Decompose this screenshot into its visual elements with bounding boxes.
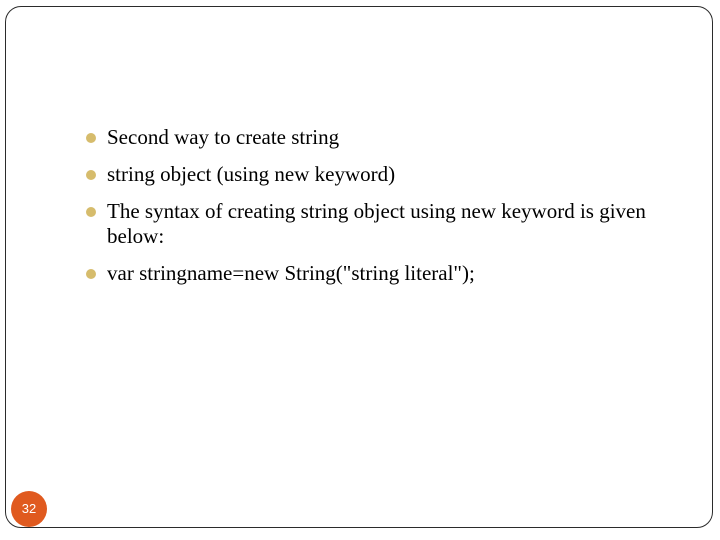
bullet-text: var stringname=new String("string literal"); bbox=[107, 261, 475, 285]
bullet-item bbox=[86, 261, 666, 286]
bullet-item bbox=[86, 125, 666, 150]
bullet-item bbox=[86, 199, 666, 249]
slide-frame bbox=[5, 6, 713, 528]
bullet-text: Second way to create string bbox=[107, 125, 340, 149]
bullet-text: The syntax of creating string object using new keyword is given below: bbox=[107, 199, 646, 248]
bullet-dot-icon bbox=[86, 170, 96, 180]
bullet-list bbox=[86, 125, 666, 298]
bullet-text: string object (using new keyword) bbox=[107, 162, 396, 186]
slide-number-badge: 32 bbox=[11, 491, 47, 527]
bullet-dot-icon bbox=[86, 133, 96, 143]
bullet-dot-icon bbox=[86, 269, 96, 279]
bullet-dot-icon bbox=[86, 207, 96, 217]
bullet-item bbox=[86, 162, 666, 187]
